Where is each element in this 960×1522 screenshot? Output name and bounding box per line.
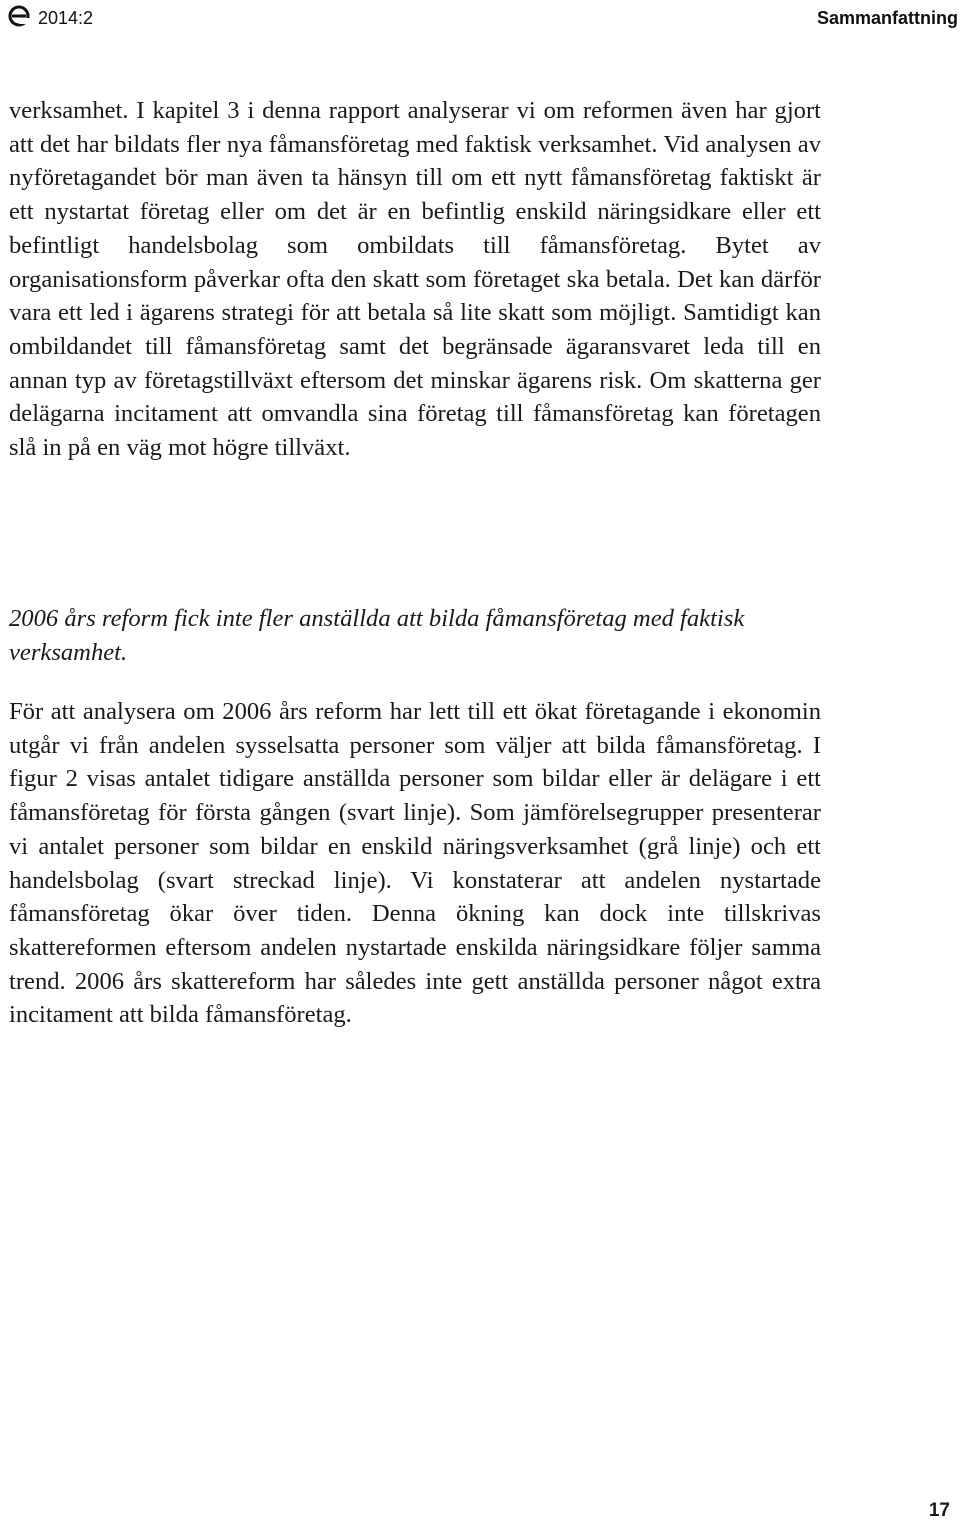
subheading: 2006 års reform fick inte fler anställda att bilda fåmansföretag med faktisk verksamhet.: [9, 605, 745, 666]
body-text-top: [9, 94, 821, 465]
section-title: Sammanfattning: [816, 8, 958, 28]
paragraph: För att analysera om 2006 års reform har lett till ett ökat företagande i ekonomin utgår vi från andelen sysselsatta personer som väljer att bilda fåmansföretag. I figur 2 visas antalet tidigare anställda personer som bildar eller är delägare i ett fåmansföretag för första gången (svart linje). Som jämförelsegrupper presenterar vi antalet personer som bildar en enskild näringsverksamhet (grå linje) och ett handelsbolag (svart streckad linje). Vi konstaterar att andelen nystartade fåmansföretag ökar över tiden. Denna ökning kan dock inte tillskrivas skattereformen eftersom andelen nystartade enskilda näringsidkare följer samma trend. 2006 års skattereform har således inte gett anställda personer något extra incitament att bilda fåmansföretag.: [9, 698, 821, 1029]
issue-number: 2014:2: [38, 8, 94, 28]
page-header: [8, 4, 958, 34]
paragraph: verksamhet. I kapitel 3 i denna rapport analyserar vi om reformen även har gjort att det har bildats fler nya fåmansföretag med faktisk verksamhet. Vid analysen av nyföretagandet bör man även ta hänsyn till om ett nytt fåmansföretag faktiskt är ett nystartat företag eller om det är en befintlig enskild näringsidkare eller ett befintligt handelsbolag som ombildats till fåmansföretag. Bytet av organisationsform påverkar ofta den skatt som företaget ska betala. Det kan därför vara ett led i ägarens strategi för att betala så lite skatt som möjligt. Samtidigt kan ombildandet till fåmansföretag samt det begränsade ägaransvaret leda till en annan typ av företagstillväxt eftersom det minskar ägarens risk. Om skatterna ger delägarna incitament att omvandla sina företag till fåmansföretag kan företagen slå in på en väg mot högre tillväxt.: [9, 97, 821, 462]
ekonomisk-debatt-logo-icon: [8, 4, 30, 28]
body-text-bottom: [9, 695, 821, 1032]
page-number: 17: [928, 1500, 950, 1521]
